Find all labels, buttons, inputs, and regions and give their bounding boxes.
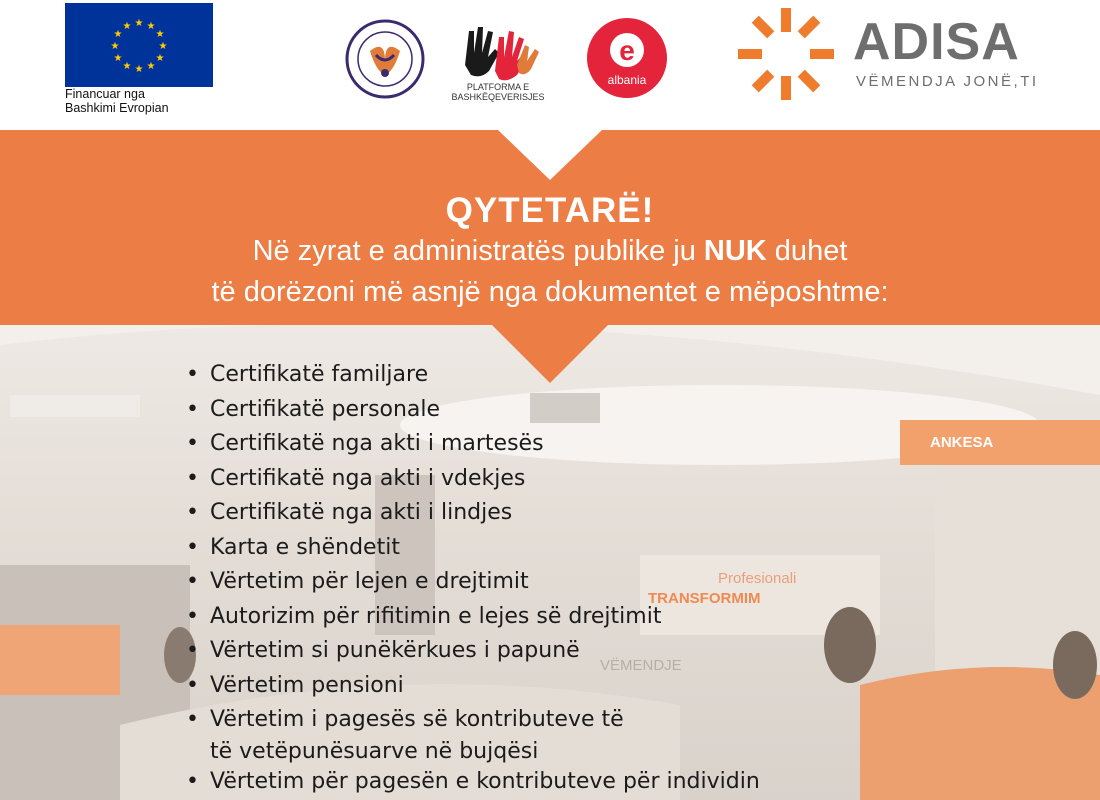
- list-item-label: Karta e shëndetit: [210, 534, 400, 560]
- vemendje-sign: VËMENDJE: [600, 657, 682, 674]
- platform-line2: BASHKËQEVERISJES: [451, 92, 545, 102]
- bullet-icon: •: [186, 534, 199, 560]
- list-item-label: Certifikatë nga akti i vdekjes: [210, 465, 526, 491]
- bullet-icon: •: [186, 768, 199, 794]
- eu-funding-caption: [65, 87, 169, 115]
- svg-text:★: ★: [113, 53, 123, 64]
- notice-line-1-start: Në zyrat e administratës publike ju: [252, 235, 704, 267]
- ealbania-letter: e: [619, 35, 635, 66]
- bullet-icon: •: [186, 569, 199, 594]
- eu-flag-logo: [65, 3, 213, 87]
- banner-top-notch: [498, 130, 602, 180]
- svg-text:★: ★: [113, 29, 123, 40]
- list-item: [186, 531, 760, 566]
- list-item-label: Certifikatë personale: [210, 396, 441, 422]
- adisa-tagline: VËMENDJA JONË,TI: [856, 73, 1039, 90]
- bullet-icon: •: [186, 396, 199, 422]
- platform-line1: PLATFORMA E: [466, 82, 530, 92]
- headline-citizens: QYTETARË!: [445, 191, 655, 230]
- list-item: [186, 462, 760, 497]
- svg-text:★: ★: [155, 29, 165, 40]
- list-item-label: Autorizim për rifitimin e lejes së drejtimit: [210, 603, 662, 629]
- transformim-sign: TRANSFORMIM: [648, 590, 761, 607]
- list-item-label: Vërtetim pensioni: [210, 672, 404, 698]
- co-governance-platform-logo: [447, 17, 549, 103]
- document-list: [186, 358, 760, 799]
- council-ministers-seal-logo: [330, 19, 440, 99]
- list-item-label: Certifikatë familjare: [210, 362, 429, 387]
- notice-line-1-emphasis: NUK: [703, 235, 767, 267]
- svg-text:★: ★: [134, 64, 144, 75]
- notice-line-1-end: duhet: [766, 235, 848, 267]
- eu-caption-line1: Financuar nga: [65, 87, 145, 101]
- list-item-label: Vërtetim për lejen e drejtimit: [210, 569, 529, 594]
- list-item: [186, 703, 760, 765]
- list-item-label: Certifikatë nga akti i martesës: [210, 431, 544, 456]
- svg-text:★: ★: [155, 53, 165, 64]
- e-albania-logo: [575, 16, 679, 100]
- svg-text:★: ★: [158, 41, 168, 52]
- list-item-label: Vërtetim si punëkërkues i papunë: [210, 638, 580, 663]
- list-item: [186, 565, 760, 600]
- bullet-icon: •: [186, 500, 199, 525]
- svg-text:★: ★: [146, 21, 156, 32]
- list-item: [186, 393, 760, 428]
- list-item: [186, 765, 760, 800]
- list-item: [186, 600, 760, 635]
- professional-sign: Profesionali: [718, 570, 797, 587]
- adisa-wordmark: ADISA: [853, 13, 1020, 71]
- bullet-icon: •: [186, 707, 199, 732]
- eu-stars-icon: [65, 3, 213, 87]
- list-item: [186, 634, 760, 669]
- svg-text:★: ★: [122, 61, 132, 72]
- svg-text:★: ★: [122, 21, 132, 32]
- list-item: [186, 496, 760, 531]
- bullet-icon: •: [186, 603, 199, 629]
- bullet-icon: •: [186, 672, 199, 698]
- svg-text:★: ★: [146, 61, 156, 72]
- logo-header: [0, 0, 1100, 130]
- ealbania-label: albania: [607, 73, 647, 87]
- list-item-label: Vërtetim për pagesën e kontributeve për individin: [210, 768, 760, 794]
- svg-text:★: ★: [110, 41, 120, 52]
- eu-caption-line2: Bashkimi Evropian: [65, 101, 169, 115]
- bullet-icon: •: [186, 638, 199, 663]
- list-item-label-continued: të vetëpunësuarve në bujqësi: [210, 738, 539, 764]
- list-item: [186, 669, 760, 704]
- list-item: [186, 427, 760, 462]
- svg-text:★: ★: [134, 18, 144, 29]
- adisa-sunburst-icon: [738, 8, 834, 100]
- bullet-icon: •: [186, 362, 199, 387]
- list-item: [186, 358, 760, 393]
- bullet-icon: •: [186, 431, 199, 456]
- notice-line-1: [0, 233, 1100, 269]
- list-item-label: Vërtetim i pagesës së kontributeve të: [210, 707, 624, 732]
- list-item-label: Certifikatë nga akti i lindjes: [210, 500, 513, 525]
- bullet-icon: •: [186, 465, 199, 491]
- notice-line-2: të dorëzoni më asnjë nga dokumentet e mëposhtme:: [211, 276, 889, 308]
- ankesa-sign: ANKESA: [930, 434, 994, 451]
